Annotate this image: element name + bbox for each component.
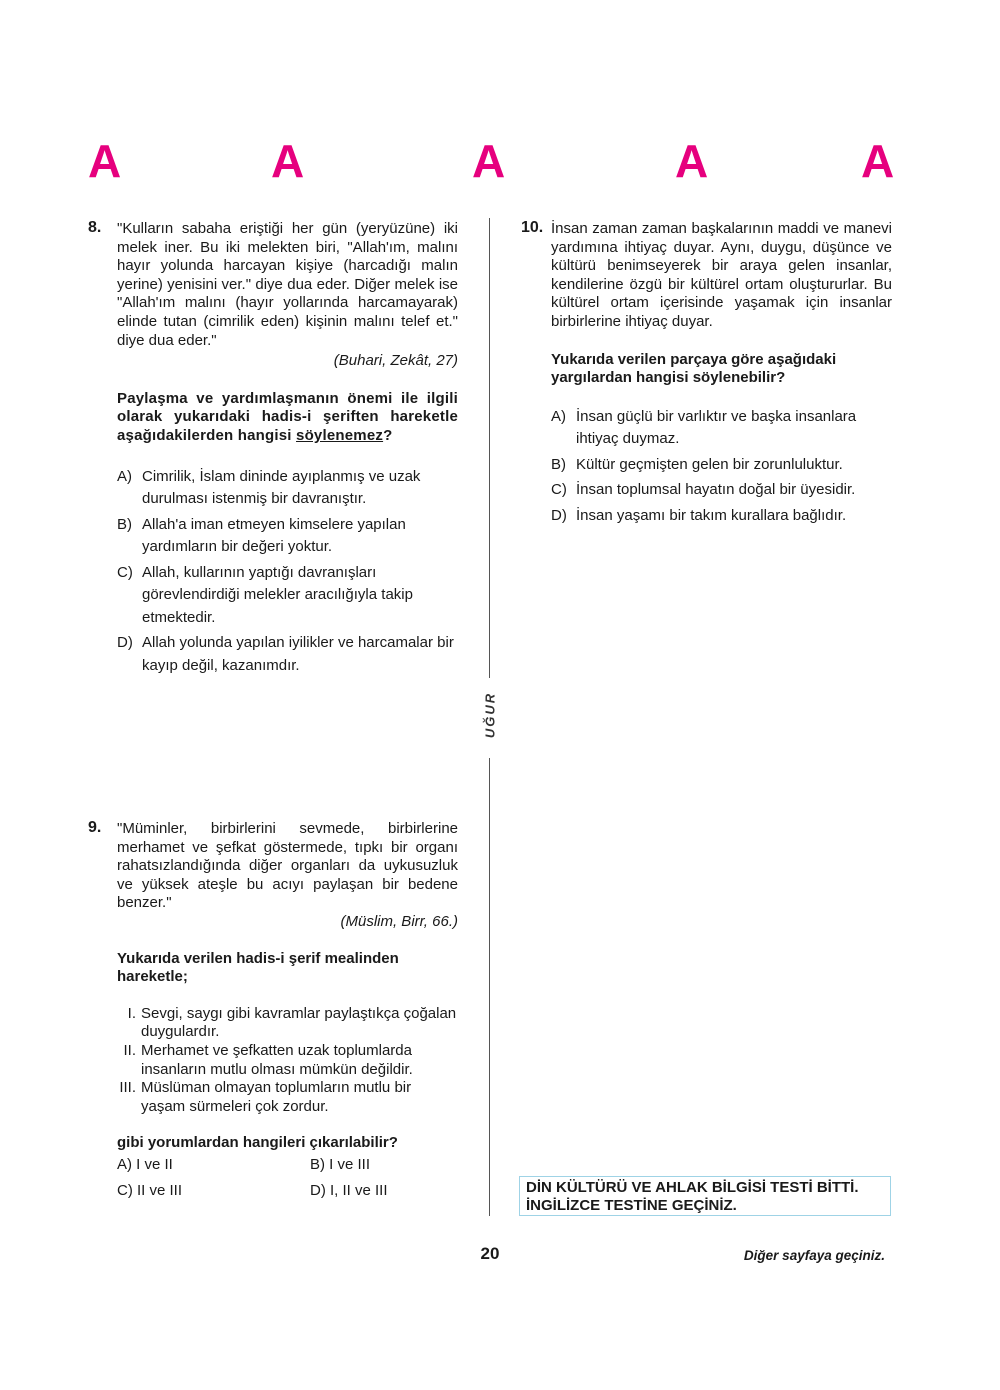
question-stem: İnsan zaman zaman başkalarının maddi ve manevi yardımına ihtiyaç duyar. Aynı, duygu, düşünce ve kültürü benimseyerek bir araya gelen insanlar, kendilerine özgü bir kültürel ortam oluştururlar. Bu kültürel ortam içerisinde yaşamak için insanlar birbirlerine ihtiyaç duyar.: [551, 220, 892, 330]
question-8: [117, 220, 458, 680]
question-prompt: Yukarıda verilen hadis-i şerif mealinden hareketle;: [117, 949, 399, 986]
next-page-note: Diğer sayfaya geçiniz.: [743, 1248, 885, 1263]
answer-option-d[interactable]: D) I, II ve III: [310, 1182, 388, 1199]
statement-item: II. Merhamet ve şefkatten uzak toplumlarda insanların mutlu olması mümkün değildir.: [123, 1041, 413, 1078]
brand-mark: UĞUR: [482, 691, 498, 739]
end-notice-line: DİN KÜLTÜRÜ VE AHLAK BİLGİSİ TESTİ BİTTİ.: [526, 1179, 859, 1196]
booklet-letter: A: [861, 135, 895, 187]
booklet-letter: A: [675, 135, 709, 187]
hadith-source: (Müslim, Birr, 66.): [340, 912, 458, 930]
answer-option-b[interactable]: B) Allah'a iman etmeyen kimselere yapılan yardımların bir değeri yoktur.: [117, 515, 406, 556]
answer-option-a[interactable]: A) İnsan güçlü bir varlıktır ve başka insanlara ihtiyaç duymaz.: [551, 407, 857, 448]
page-number: 20: [480, 1244, 500, 1263]
answer-option-c[interactable]: C) Allah, kullarının yaptığı davranışları görevlendirdiği melekler aracılığıyla takip etmektedir.: [117, 563, 413, 626]
question-10: [551, 220, 892, 530]
statement-list: [117, 1005, 458, 1117]
answer-option-a[interactable]: A) I ve II: [117, 1156, 173, 1173]
answer-option-b[interactable]: B) I ve III: [310, 1156, 371, 1173]
column-divider: [489, 758, 490, 1216]
booklet-letter: A: [88, 135, 122, 187]
negation-word: söylenemez: [296, 426, 384, 444]
statement-item: I. Sevgi, saygı gibi kavramlar paylaştıkça çoğalan duygulardır.: [127, 1004, 457, 1041]
column-divider: [489, 218, 490, 678]
question-stem: "Müminler, birbirlerini sevmede, birbirlerine merhamet ve şefkat göstermede, tıpkı bir organı rahatsızlandığında diğer organları da uykusuzluk ve yüksek ateşle bu acıyı paylaşan bir bedene benzer.": [117, 820, 458, 912]
answer-option-d[interactable]: D) İnsan yaşamı bir takım kurallara bağlıdır.: [551, 506, 847, 524]
question-number: 10.: [521, 219, 544, 236]
question-stem: "Kulların sabaha eriştiği her gün (yeryüzüne) iki melek iner. Bu iki melekten biri, "Allah'ım, malını hayır yolunda harcayan kişiye (harcadığı malın yerine) yenisini ver." diye dua eder. Diğer melek ise "Allah'ım malını (hayır yollarında harcamayarak) elinde tutan (cimrilik eden) kişinin malını telef et." diye dua eder.": [117, 220, 458, 349]
end-notice-line: İNGİLİZCE TESTİNE GEÇİNİZ.: [526, 1197, 737, 1214]
answer-options: [117, 466, 458, 678]
statement-item: III. Müslüman olmayan toplumların mutlu bir yaşam sürmeleri çok zordur.: [119, 1079, 412, 1115]
hadith-source: (Buhari, Zekât, 27): [333, 352, 458, 370]
booklet-letter: A: [472, 135, 506, 187]
question-prompt: Paylaşma ve yardımlaşmanın önemi ile ilgili olarak yukarıdaki hadis-i şeriften hareketle aşağıdakilerden hangisi söylenemez?: [117, 389, 458, 444]
answer-option-d[interactable]: D) Allah yolunda yapılan iyilikler ve harcamalar bir kayıp değil, kazanımdır.: [117, 634, 454, 674]
question-prompt: Yukarıda verilen parçaya göre aşağıdaki yargılardan hangisi söylenebilir?: [551, 350, 837, 387]
answer-option-a[interactable]: A) Cimrilik, İslam dininde ayıplanmış ve uzak durulması istenmiş bir davranıştır.: [117, 467, 421, 508]
test-end-notice: [519, 1176, 891, 1216]
booklet-letter: A: [271, 135, 305, 187]
question-number: 9.: [88, 819, 102, 836]
answer-options: [551, 406, 892, 528]
question-9: [117, 820, 458, 1153]
question-prompt-2: gibi yorumlardan hangileri çıkarılabilir?: [117, 1134, 398, 1152]
answer-option-c[interactable]: C) İnsan toplumsal hayatın doğal bir üyesidir.: [551, 481, 856, 499]
question-number: 8.: [88, 219, 102, 236]
answer-option-b[interactable]: B) Kültür geçmişten gelen bir zorunluluktur.: [551, 455, 843, 473]
answer-option-c[interactable]: C) II ve III: [117, 1182, 183, 1199]
